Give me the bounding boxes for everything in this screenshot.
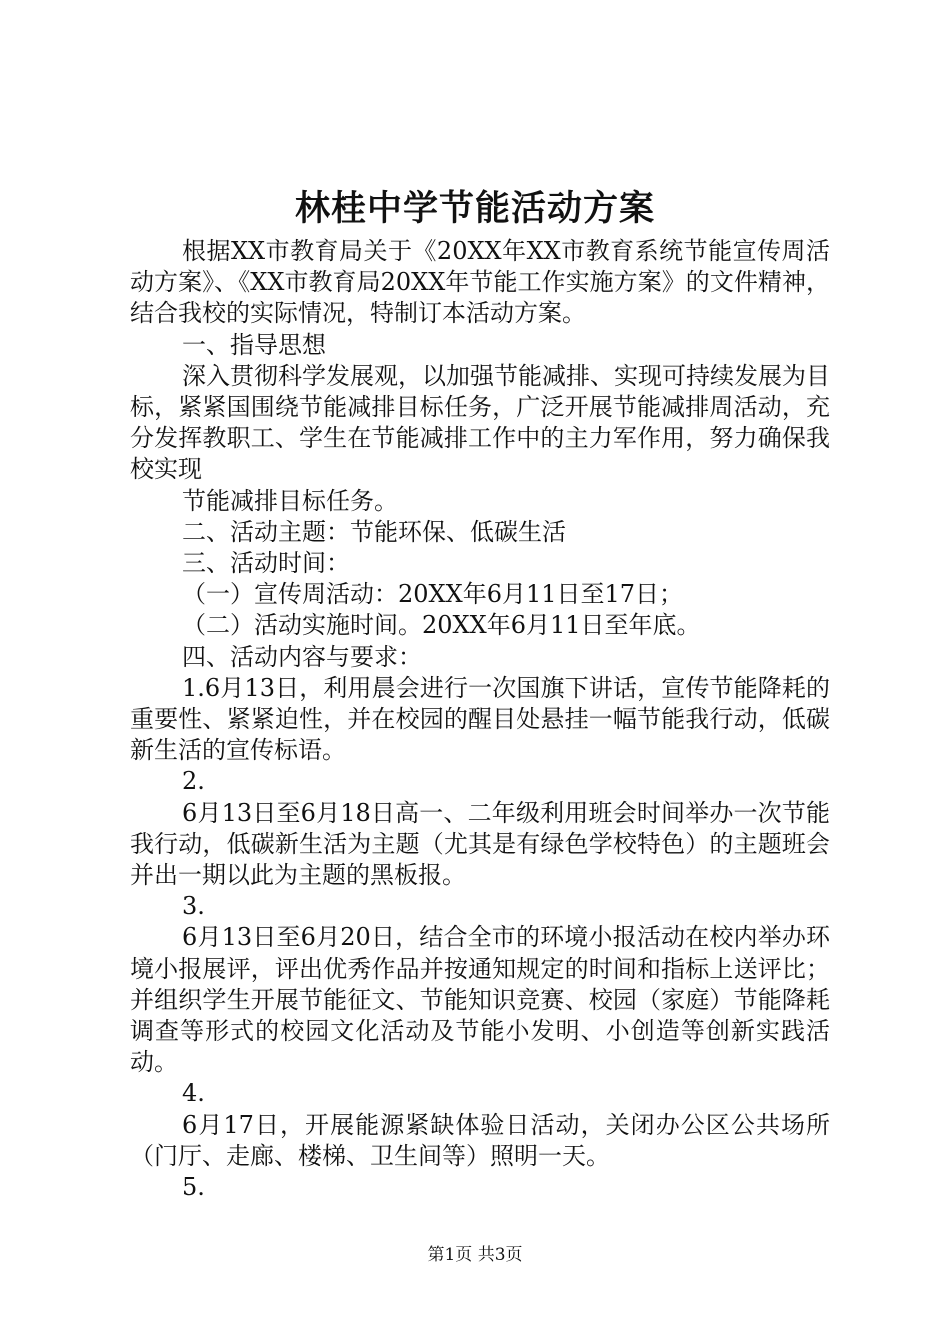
list-item-4: 6月17日，开展能源紧缺体验日活动，关闭办公区公共场所（门厅、走廊、楼梯、卫生间等）照明一天。	[130, 1110, 830, 1170]
list-item-1: 1.6月13日，利用晨会进行一次国旗下讲话，宣传节能降耗的重要性、紧紧迫性，并在校园的醒目处悬挂一幅节能我行动，低碳新生活的宣传标语。	[130, 673, 830, 765]
list-item-2: 6月13日至6月18日高一、二年级利用班会时间举办一次节能我行动，低碳新生活为主题（尤其是有绿色学校特色）的主题班会并出一期以此为主题的黑板报。	[130, 798, 830, 890]
heading-activity-time: 三、活动时间：	[182, 549, 350, 578]
paragraph-time-promo-week: （一）宣传周活动：20XX年6月11日至17日；	[182, 580, 684, 609]
heading-guiding-ideology: 一、指导思想	[182, 330, 326, 359]
document-body	[130, 236, 830, 1203]
list-number-5: 5.	[182, 1173, 205, 1202]
list-number-3: 3.	[182, 892, 205, 921]
page-footer: 第1页 共3页	[427, 1245, 523, 1265]
document-title: 林桂中学节能活动方案	[294, 189, 655, 229]
list-number-2: 2.	[182, 767, 205, 796]
paragraph-time-implementation: （二）活动实施时间。20XX年6月11日至年底。	[182, 611, 701, 640]
list-item-3: 6月13日至6月20日，结合全市的环境小报活动在校内举办环境小报展评，评出优秀作品并按通知规定的时间和指标上送评比；并组织学生开展节能征文、节能知识竞赛、校园（家庭）节能降耗调查等形式的校园文化活动及节能小发明、小创造等创新实践活动。	[130, 923, 830, 1077]
heading-activity-theme: 二、活动主题：节能环保、低碳生活	[182, 517, 566, 546]
paragraph-intro: 根据XX市教育局关于《20XX年XX市教育系统节能宣传周活动方案》、《XX市教育局20XX年节能工作实施方案》的文件精神，结合我校的实际情况，特制订本活动方案。	[130, 237, 830, 328]
list-number-4: 4.	[182, 1079, 205, 1108]
heading-content-requirements: 四、活动内容与要求：	[182, 642, 422, 671]
paragraph-guiding-ideology: 深入贯彻科学发展观，以加强节能减排、实现可持续发展为目标，紧紧国围绕节能减排目标任务，广泛开展节能减排周活动，充分发挥教职工、学生在节能减排工作中的主力军作用，努力确保我校实现	[130, 361, 830, 484]
paragraph-guiding-ideology-cont: 节能减排目标任务。	[182, 486, 398, 515]
